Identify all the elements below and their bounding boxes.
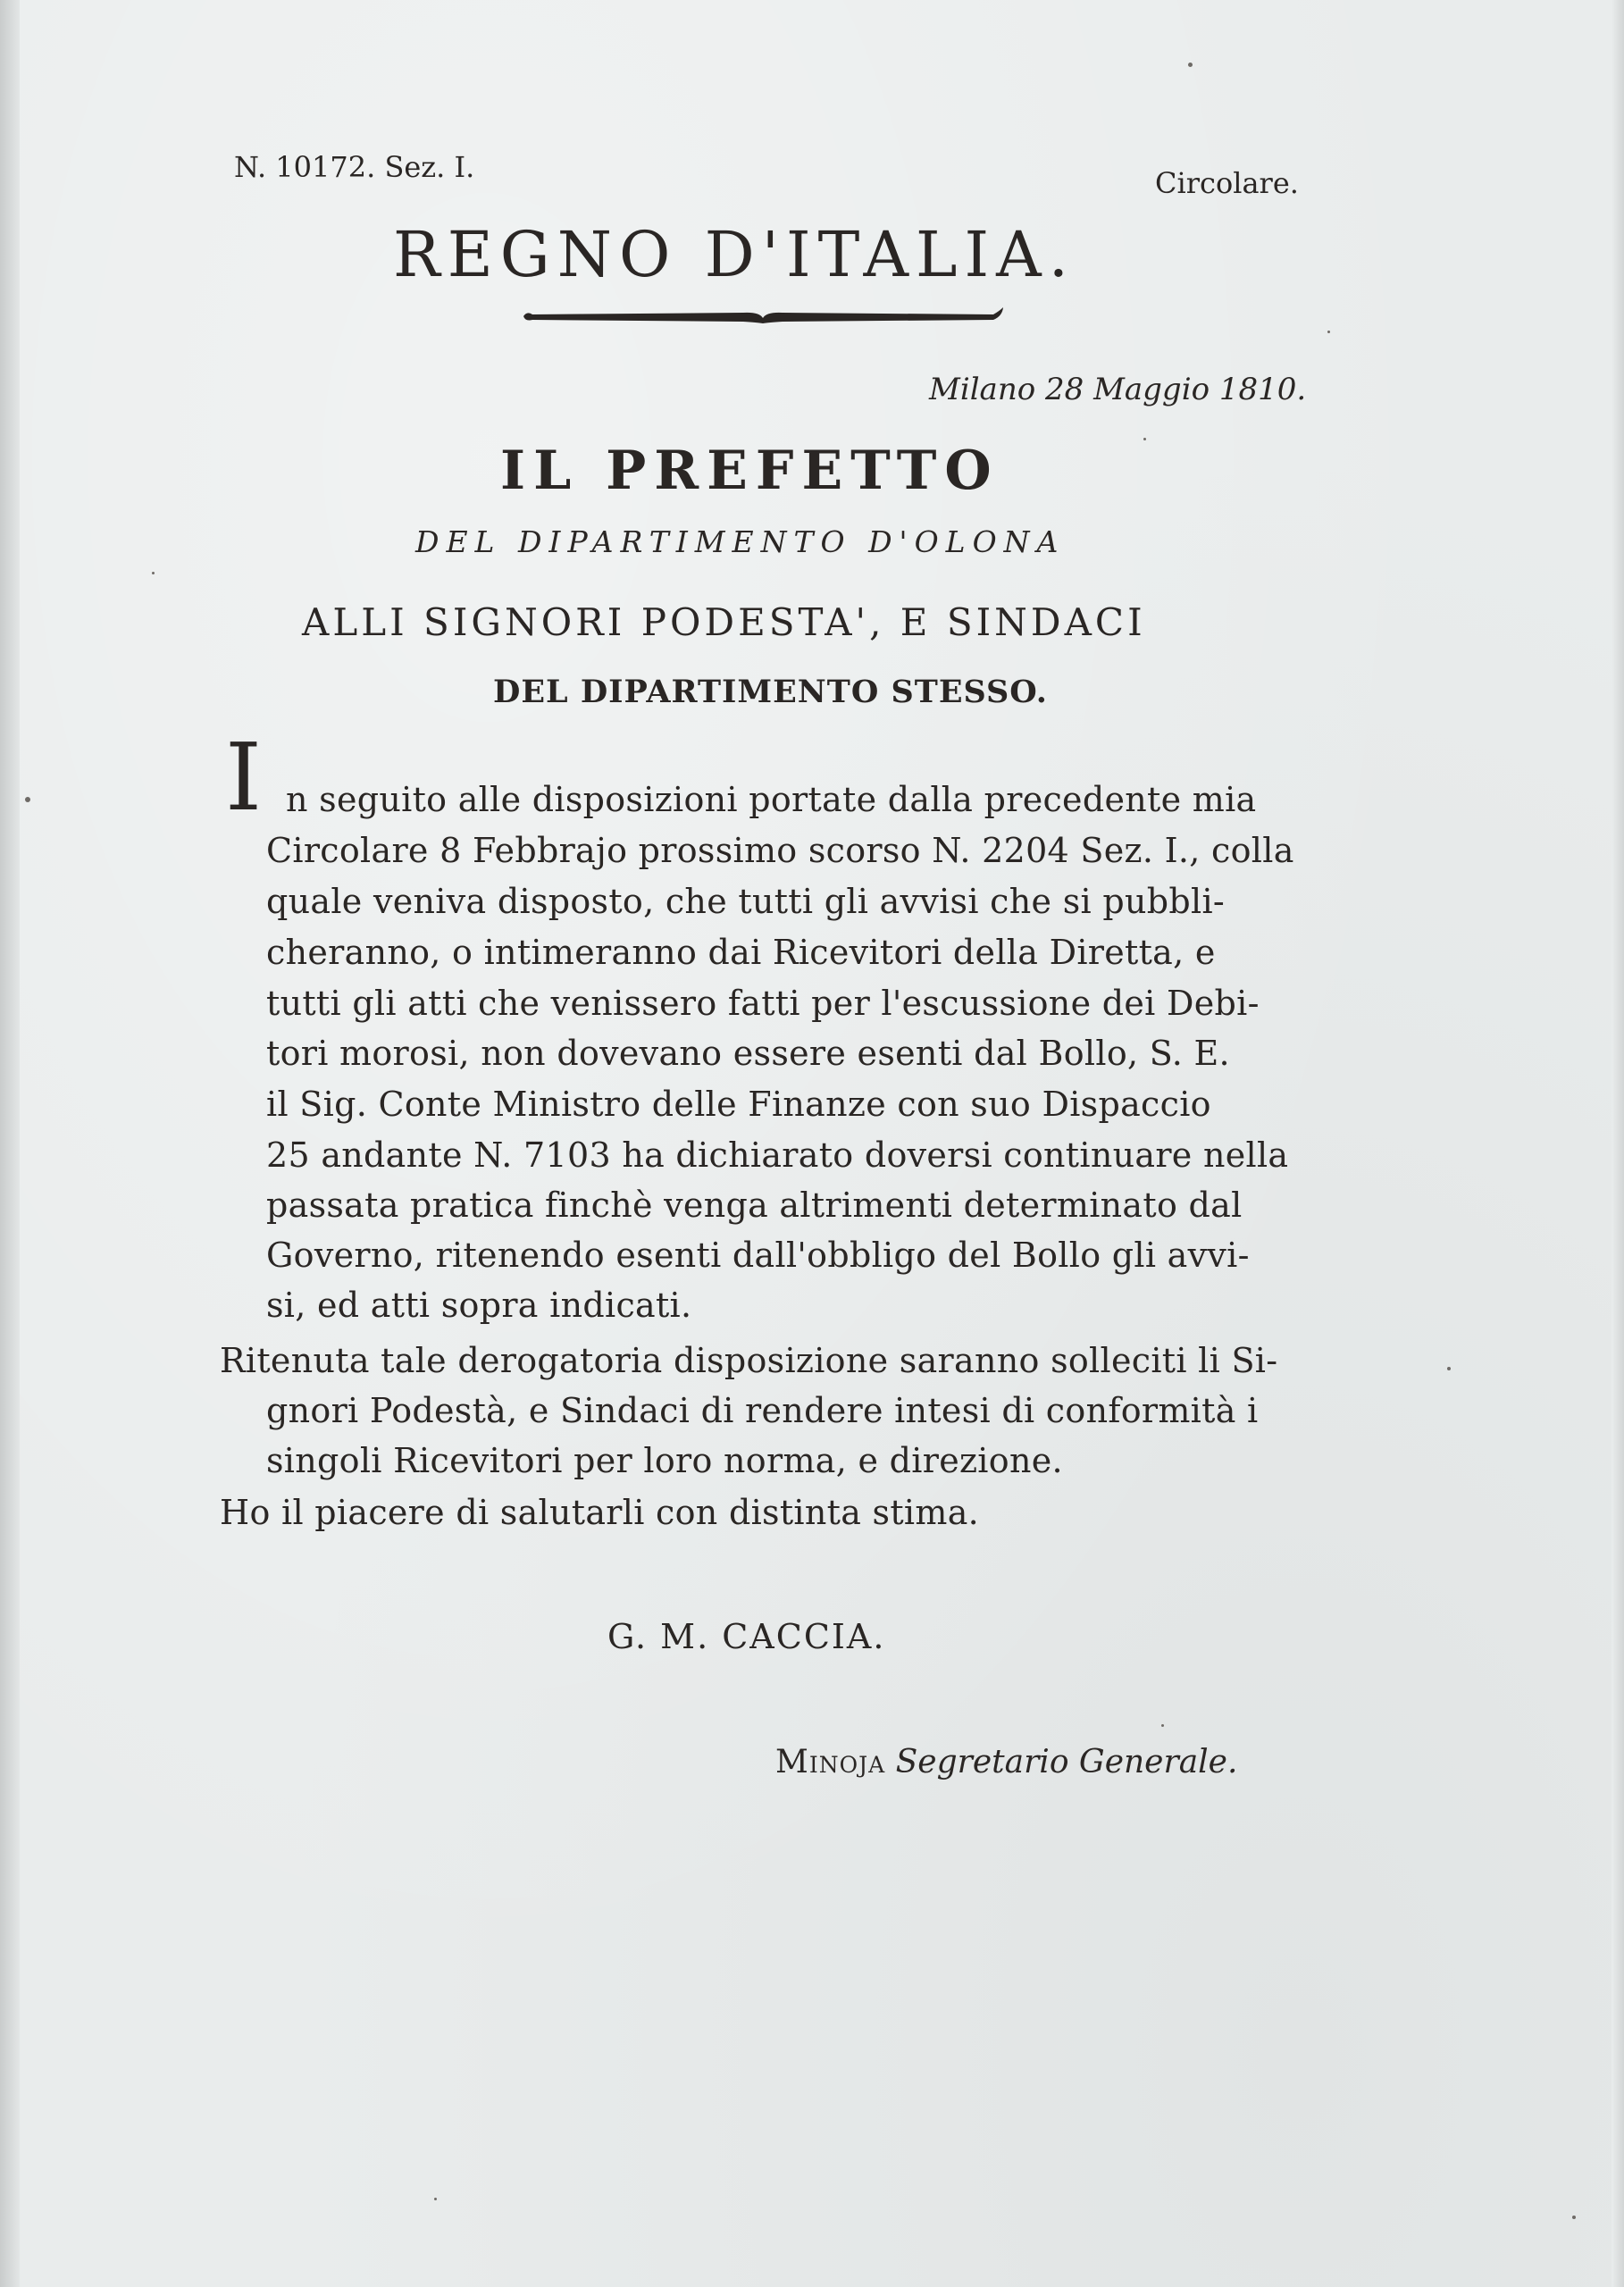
body-line: si, ed atti sopra indicati. [266,1286,692,1325]
body-line: gnori Podestà, e Sindaci di rendere intesi di conformità i [266,1391,1259,1430]
body-line: Ritenuta tale derogatoria disposizione saranno solleciti li Si- [220,1341,1278,1380]
body-line: 25 andante N. 7103 ha dichiarato doversi continuare nella [266,1135,1289,1175]
place-and-date: Milano 28 Maggio 1810. [929,372,1307,407]
drop-cap-initial: I [225,723,263,832]
body-line: Ho il piacere di salutarli con distinta stima. [220,1493,980,1532]
paper-speck [152,572,155,574]
body-line: tori morosi, non dovevano essere esenti dal Bollo, S. E. [266,1034,1230,1073]
paper-speck [1327,331,1330,333]
paper-edge-right [1611,0,1624,2287]
body-line: cheranno, o intimeranno dai Ricevitori della Diretta, e [266,933,1216,972]
body-line: n seguito alle disposizioni portate dalla precedente mia [286,780,1257,819]
body-line: passata pratica finchè venga altrimenti determinato dal [266,1185,1243,1225]
paper-edge-left [0,0,20,2287]
addressees-subheading: DEL DIPARTIMENTO STESSO. [493,674,1048,710]
circular-type-label: Circolare. [1155,166,1299,200]
paper-speck [1161,1724,1164,1727]
body-line: tutti gli atti che venissero fatti per l'escussione dei Debi- [266,984,1260,1023]
issuer-title: IL PREFETTO [500,440,1000,502]
paper-speck [1143,438,1146,440]
reference-number: N. 10172. Sez. I. [234,150,475,184]
body-line: quale veniva disposto, che tutti gli avvisi che si pubbli- [266,882,1226,921]
paper-speck [1572,2216,1576,2219]
title-ornament-rule [520,304,1007,329]
secretary-signature-line [775,1744,1237,1780]
body-line: singoli Ricevitori per loro norma, e direzione. [266,1441,1063,1480]
paper-speck [434,2198,437,2200]
secretary-title: Segretario Generale. [895,1744,1238,1780]
body-line: Circolare 8 Febbrajo prossimo scorso N. 2204 Sez. I., colla [266,831,1294,870]
kingdom-heading: REGNO D'ITALIA. [393,218,1076,291]
addressees-heading: ALLI SIGNORI PODESTA', E SINDACI [302,600,1146,644]
issuer-department: DEL DIPARTIMENTO D'OLONA [415,524,1066,559]
paper-speck [1188,63,1193,67]
body-line: Governo, ritenendo esenti dall'obbligo del Bollo gli avvi- [266,1236,1250,1275]
body-line: il Sig. Conte Ministro delle Finanze con suo Dispaccio [266,1085,1211,1124]
paper-speck [25,797,30,802]
paper-speck [1447,1367,1451,1370]
secretary-name: Minoja [775,1744,886,1780]
signatory-name: G. M. CACCIA. [607,1617,886,1656]
